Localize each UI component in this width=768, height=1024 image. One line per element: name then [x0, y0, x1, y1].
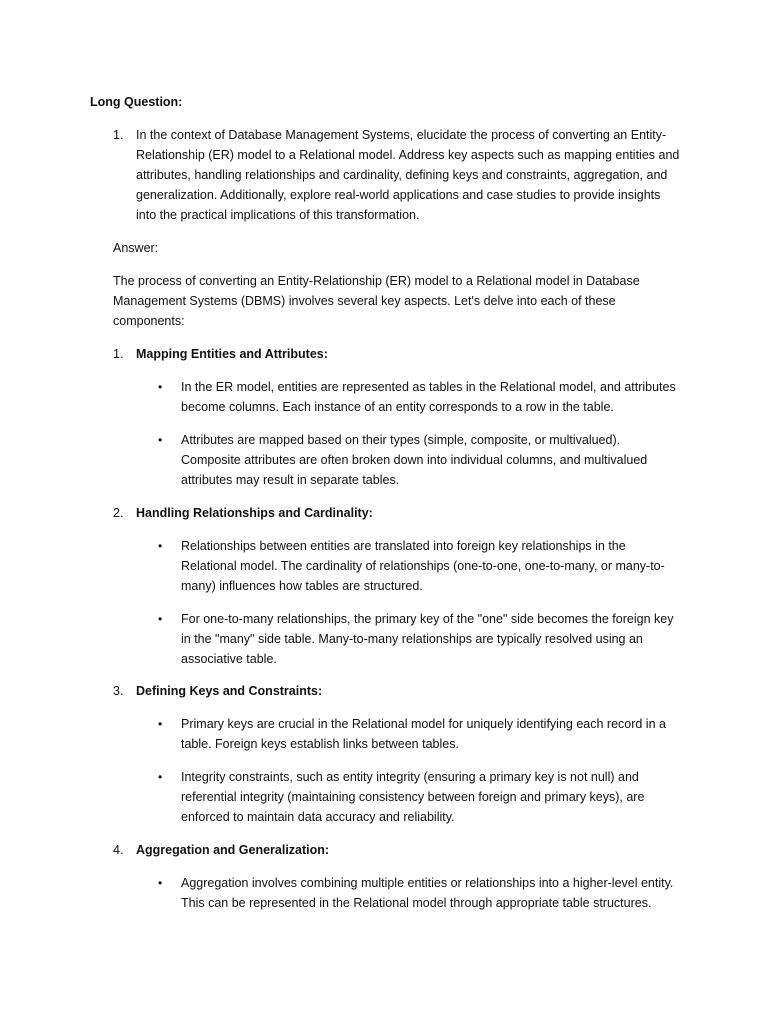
section-4-number: 4.: [113, 843, 124, 857]
section-4-title: Aggregation and Generalization:: [136, 843, 330, 857]
section-1-title: Mapping Entities and Attributes:: [136, 347, 328, 361]
section-2-bullet-2: For one-to-many relationships, the primary key of the "one" side becomes the foreign key in the "many" side table. Many-to-many relationships are typically resolved using an associative table.: [181, 612, 674, 666]
question-number: 1.: [113, 128, 124, 142]
bullet-icon: •: [158, 612, 163, 626]
section-4-bullet-1: Aggregation involves combining multiple entities or relationships into a higher-level entity. This can be represented in the Relational model through appropriate table structures.: [181, 876, 674, 910]
section-3-bullet-2: Integrity constraints, such as entity integrity (ensuring a primary key is not null) and referential integrity (maintaining consistency between foreign and primary keys), are enforced to maintain data accuracy and reliability.: [181, 770, 645, 824]
section-2-title: Handling Relationships and Cardinality:: [136, 506, 373, 520]
long-question-heading: Long Question:: [90, 95, 183, 109]
bullet-icon: •: [158, 876, 163, 890]
bullet-icon: •: [158, 717, 163, 731]
bullet-icon: •: [158, 433, 163, 447]
section-2-bullet-1: Relationships between entities are translated into foreign key relationships in the Relational model. The cardinality of relationships (one-to-one, one-to-many, or many-to-many) influences how tables are structured.: [181, 539, 665, 593]
section-2-number: 2.: [113, 506, 124, 520]
section-1-number: 1.: [113, 347, 124, 361]
answer-label: Answer:: [113, 241, 159, 255]
question-text: In the context of Database Management Systems, elucidate the process of converting an Entity-Relationship (ER) model to a Relational model. Address key aspects such as mapping entities and attributes, handling relationships and cardinality, defining keys and constraints, aggregation, and generalization. Additionally, explore real-world applications and case studies to provide insights into the practical implications of this transformation.: [136, 128, 680, 222]
section-3-title: Defining Keys and Constraints:: [136, 684, 323, 698]
section-1-bullet-2: Attributes are mapped based on their types (simple, composite, or multivalued). Composite attributes are often broken down into individual columns, and multivalued attributes may result in separate tables.: [181, 433, 648, 487]
section-1-bullet-1: In the ER model, entities are represented as tables in the Relational model, and attributes become columns. Each instance of an entity corresponds to a row in the table.: [181, 380, 676, 414]
bullet-icon: •: [158, 770, 163, 784]
section-3-bullet-1: Primary keys are crucial in the Relational model for uniquely identifying each record in a table. Foreign keys establish links between tables.: [181, 717, 666, 751]
bullet-icon: •: [158, 380, 163, 394]
answer-intro: The process of converting an Entity-Relationship (ER) model to a Relational model in Database Management Systems (DBMS) involves several key aspects. Let's delve into each of these components:: [113, 274, 640, 328]
bullet-icon: •: [158, 539, 163, 553]
section-3-number: 3.: [113, 684, 124, 698]
